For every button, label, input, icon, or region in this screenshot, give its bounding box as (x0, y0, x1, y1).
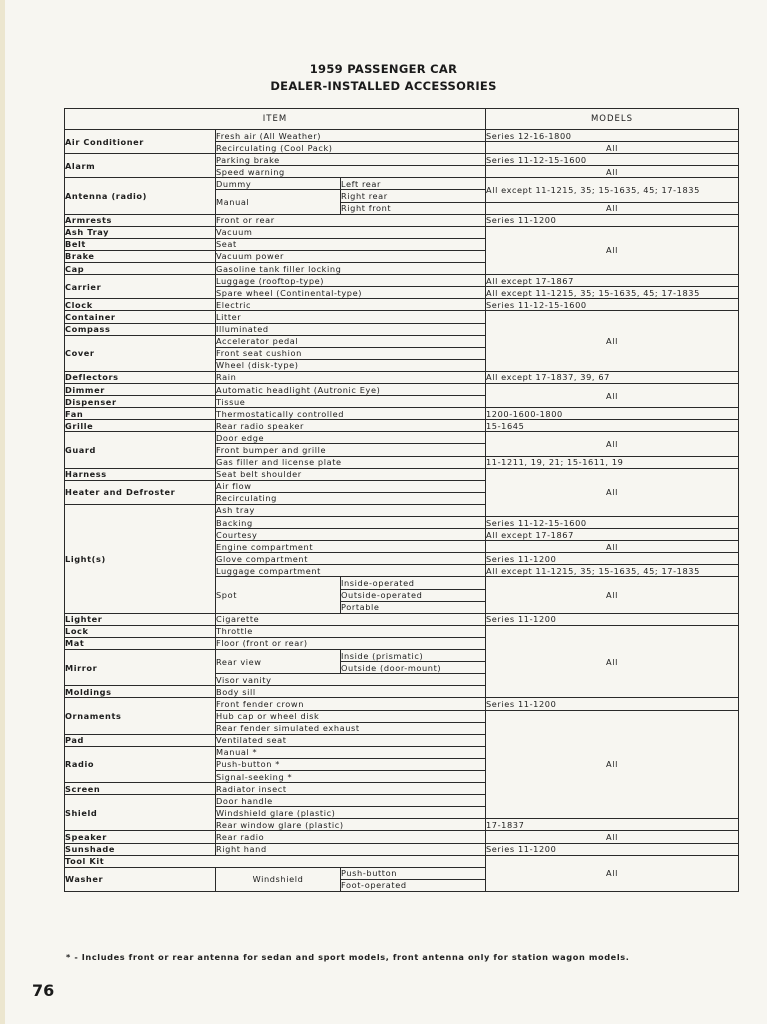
item-type-cell: Ash tray (216, 504, 486, 516)
item-name-cell: Ornaments (65, 698, 216, 734)
item-subtype-cell: Right front (341, 202, 486, 214)
item-type-cell: Hub cap or wheel disk (216, 710, 486, 722)
models-cell: Series 11-1200 (486, 553, 739, 565)
item-name-cell: Tool Kit (65, 855, 486, 867)
item-name-cell: Harness (65, 468, 216, 480)
item-type-cell: Windshield (216, 867, 341, 891)
item-name-cell: Shield (65, 795, 216, 831)
item-name-cell: Dimmer (65, 383, 216, 395)
table-row (65, 432, 739, 444)
table-row (65, 178, 739, 190)
item-subtype-cell: Push-button (341, 867, 486, 879)
item-name-cell: Moldings (65, 686, 216, 698)
item-type-cell: Ventilated seat (216, 734, 486, 746)
item-subtype-cell: Left rear (341, 178, 486, 190)
item-name-cell: Antenna (radio) (65, 178, 216, 214)
item-type-cell: Cigarette (216, 613, 486, 625)
models-cell: All (486, 831, 739, 843)
models-cell: Series 11-12-15-1600 (486, 154, 739, 166)
table-row (65, 831, 739, 843)
table-row (65, 698, 739, 710)
table-row (65, 843, 739, 855)
item-type-cell: Dummy (216, 178, 341, 190)
table-row (65, 214, 739, 226)
item-type-cell: Fresh air (All Weather) (216, 130, 486, 142)
item-type-cell: Manual (216, 190, 341, 214)
table-row (65, 383, 739, 395)
item-type-cell: Seat (216, 238, 486, 250)
item-name-cell: Air Conditioner (65, 130, 216, 154)
models-cell: Series 11-12-15-1600 (486, 299, 739, 311)
item-name-cell: Pad (65, 734, 216, 746)
table-row (65, 625, 739, 637)
item-type-cell: Front or rear (216, 214, 486, 226)
models-cell: 1200-1600-1800 (486, 408, 739, 420)
item-type-cell: Luggage compartment (216, 565, 486, 577)
item-type-cell: Front bumper and grille (216, 444, 486, 456)
table-row (65, 226, 739, 238)
item-type-cell: Luggage (rooftop-type) (216, 275, 486, 287)
item-type-cell: Engine compartment (216, 541, 486, 553)
models-cell: Series 11-12-15-1600 (486, 517, 739, 529)
item-type-cell: Throttle (216, 625, 486, 637)
item-type-cell: Floor (front or rear) (216, 637, 486, 649)
item-name-cell: Carrier (65, 275, 216, 299)
item-type-cell: Rear window glare (plastic) (216, 819, 486, 831)
models-cell: All except 17-1867 (486, 529, 739, 541)
accessories-table (64, 108, 739, 892)
item-type-cell: Seat belt shoulder (216, 468, 486, 480)
table-row (65, 420, 739, 432)
item-name-cell: Belt (65, 238, 216, 250)
page-number: 76 (32, 981, 55, 1000)
table-row (65, 130, 739, 142)
item-type-cell: Thermostatically controlled (216, 408, 486, 420)
models-cell: All (486, 432, 739, 456)
item-type-cell: Backing (216, 517, 486, 529)
page-title-line-2: DEALER-INSTALLED ACCESSORIES (270, 79, 497, 93)
item-type-cell: Vacuum power (216, 250, 486, 262)
models-cell: Series 11-1200 (486, 698, 739, 710)
models-cell: All (486, 166, 739, 178)
item-type-cell: Front fender crown (216, 698, 486, 710)
models-cell: 17-1837 (486, 819, 739, 831)
item-type-cell: Door edge (216, 432, 486, 444)
item-name-cell: Dispenser (65, 396, 216, 408)
item-name-cell: Container (65, 311, 216, 323)
models-cell: 15-1645 (486, 420, 739, 432)
item-name-cell: Guard (65, 432, 216, 468)
models-cell: All (486, 311, 739, 371)
models-cell: All (486, 541, 739, 553)
item-subtype-cell: Outside-operated (341, 589, 486, 601)
footnote: * - Includes front or rear antenna for sedan and sport models, front antenna only for station wagon models. (66, 952, 630, 962)
item-name-cell: Cover (65, 335, 216, 371)
models-cell: Series 11-1200 (486, 843, 739, 855)
models-cell: Series 11-1200 (486, 214, 739, 226)
page-title-line-1: 1959 PASSENGER CAR (309, 62, 458, 76)
item-type-cell: Manual * (216, 746, 486, 758)
item-name-cell: Mat (65, 637, 216, 649)
table-header-row (65, 109, 739, 130)
item-type-cell: Wheel (disk-type) (216, 359, 486, 371)
item-type-cell: Vacuum (216, 226, 486, 238)
item-name-cell: Sunshade (65, 843, 216, 855)
item-type-cell: Gas filler and license plate (216, 456, 486, 468)
item-type-cell: Gasoline tank filler locking (216, 263, 486, 275)
item-type-cell: Litter (216, 311, 486, 323)
item-subtype-cell: Outside (door-mount) (341, 662, 486, 674)
item-name-cell: Radio (65, 746, 216, 782)
item-subtype-cell: Right rear (341, 190, 486, 202)
item-type-cell: Illuminated (216, 323, 486, 335)
models-cell: All except 11-1215, 35; 15-1635, 45; 17-1835 (486, 178, 739, 202)
item-name-cell: Clock (65, 299, 216, 311)
item-name-cell: Lock (65, 625, 216, 637)
models-cell: All (486, 202, 739, 214)
item-type-cell: Right hand (216, 843, 486, 855)
item-type-cell: Rear fender simulated exhaust (216, 722, 486, 734)
table-row (65, 154, 739, 166)
item-name-cell: Deflectors (65, 371, 216, 383)
item-name-cell: Brake (65, 250, 216, 262)
item-type-cell: Signal-seeking * (216, 770, 486, 782)
models-cell: 11-1211, 19, 21; 15-1611, 19 (486, 456, 739, 468)
item-name-cell: Grille (65, 420, 216, 432)
item-name-cell: Heater and Defroster (65, 480, 216, 504)
item-type-cell: Windshield glare (plastic) (216, 807, 486, 819)
item-type-cell: Rain (216, 371, 486, 383)
item-name-cell: Light(s) (65, 504, 216, 613)
models-cell: All (486, 468, 739, 516)
item-type-cell: Air flow (216, 480, 486, 492)
header-models: MODELS (486, 109, 739, 130)
item-type-cell: Tissue (216, 396, 486, 408)
models-cell: All except 17-1867 (486, 275, 739, 287)
table-row (65, 613, 739, 625)
models-cell: All except 17-1837, 39, 67 (486, 371, 739, 383)
models-cell: Series 11-1200 (486, 613, 739, 625)
item-type-cell: Recirculating (216, 492, 486, 504)
table-row (65, 408, 739, 420)
models-cell: All (486, 226, 739, 274)
models-cell: All (486, 625, 739, 698)
item-name-cell: Compass (65, 323, 216, 335)
models-cell: All except 11-1215, 35; 15-1635, 45; 17-1835 (486, 287, 739, 299)
item-name-cell: Washer (65, 867, 216, 891)
models-cell: Series 12-16-1800 (486, 130, 739, 142)
models-cell: All (486, 142, 739, 154)
table-row (65, 468, 739, 480)
item-type-cell: Courtesy (216, 529, 486, 541)
item-type-cell: Body sill (216, 686, 486, 698)
models-cell: All (486, 710, 739, 819)
item-name-cell: Alarm (65, 154, 216, 178)
header-item: ITEM (65, 109, 486, 130)
models-cell: All (486, 577, 739, 613)
item-type-cell: Parking brake (216, 154, 486, 166)
item-name-cell: Armrests (65, 214, 216, 226)
item-name-cell: Screen (65, 783, 216, 795)
item-type-cell: Electric (216, 299, 486, 311)
models-cell: All (486, 855, 739, 891)
item-type-cell: Push-button * (216, 758, 486, 770)
item-name-cell: Speaker (65, 831, 216, 843)
item-subtype-cell: Foot-operated (341, 879, 486, 891)
item-name-cell: Fan (65, 408, 216, 420)
item-name-cell: Lighter (65, 613, 216, 625)
item-type-cell: Rear radio (216, 831, 486, 843)
book-spine-edge (0, 0, 5, 1024)
item-type-cell: Glove compartment (216, 553, 486, 565)
item-name-cell: Cap (65, 263, 216, 275)
item-type-cell: Radiator insect (216, 783, 486, 795)
item-type-cell: Recirculating (Cool Pack) (216, 142, 486, 154)
table-row (65, 855, 739, 867)
table-row (65, 299, 739, 311)
item-type-cell: Visor vanity (216, 674, 486, 686)
item-name-cell: Ash Tray (65, 226, 216, 238)
item-type-cell: Door handle (216, 795, 486, 807)
table-row (65, 275, 739, 287)
item-subtype-cell: Inside (prismatic) (341, 650, 486, 662)
item-subtype-cell: Portable (341, 601, 486, 613)
item-type-cell: Speed warning (216, 166, 486, 178)
item-type-cell: Accelerator pedal (216, 335, 486, 347)
table-body (65, 130, 739, 892)
item-type-cell: Rear view (216, 650, 341, 674)
item-type-cell: Front seat cushion (216, 347, 486, 359)
item-type-cell: Spot (216, 577, 341, 613)
table-row (65, 371, 739, 383)
item-type-cell: Spare wheel (Continental-type) (216, 287, 486, 299)
models-cell: All except 11-1215, 35; 15-1635, 45; 17-1835 (486, 565, 739, 577)
item-subtype-cell: Inside-operated (341, 577, 486, 589)
item-type-cell: Rear radio speaker (216, 420, 486, 432)
item-type-cell: Automatic headlight (Autronic Eye) (216, 383, 486, 395)
item-name-cell: Mirror (65, 650, 216, 686)
table-row (65, 311, 739, 323)
models-cell: All (486, 383, 739, 407)
